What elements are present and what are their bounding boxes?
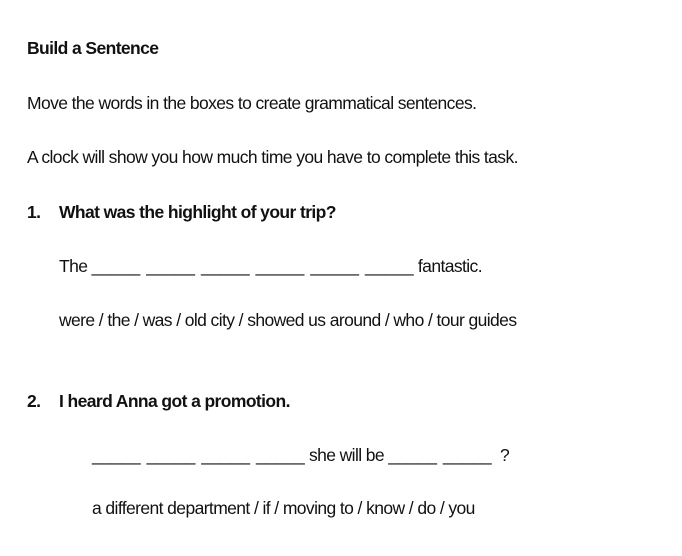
answer-blanks-group-2 [388,445,496,465]
answer-blank[interactable]: _____ [201,445,251,465]
answer-blank[interactable]: _____ [91,256,141,276]
question-2-sentence [92,444,509,466]
question-2-number: 2. [27,391,41,411]
question-2-heading [27,390,290,412]
sentence-middle-words: she will be [308,445,385,465]
sentence-end-word: fantastic. [417,256,482,276]
answer-blank[interactable]: _____ [310,256,359,276]
instruction-move-words: Move the words in the boxes to create grammatical sentences. [27,93,477,113]
question-2-word-bank: a different department / if / moving to / know / do / you [92,498,475,518]
answer-blanks-group-1 [92,445,309,465]
sentence-start-word: The [59,256,88,276]
answer-blanks [92,256,418,276]
answer-blank[interactable]: _____ [443,445,492,465]
answer-blank[interactable]: _____ [364,256,414,276]
answer-blank[interactable]: _____ [146,445,196,465]
answer-blank[interactable]: _____ [92,445,141,465]
answer-blank[interactable]: _____ [255,256,305,276]
question-1-prompt: What was the highlight of your trip? [59,202,336,222]
question-2-prompt: I heard Anna got a promotion. [59,391,290,411]
page-title: Build a Sentence [27,38,159,58]
answer-blank[interactable]: _____ [200,256,250,276]
question-1-word-bank: were / the / was / old city / showed us around / who / tour guides [59,310,517,330]
sentence-end-mark: ? [499,445,510,465]
question-1-heading [27,201,336,223]
instruction-timer: A clock will show you how much time you have to complete this task. [27,147,518,167]
question-1-number: 1. [27,202,41,222]
answer-blank[interactable]: _____ [146,256,195,276]
question-1-sentence [59,255,482,277]
answer-blank[interactable]: _____ [388,445,437,465]
answer-blank[interactable]: _____ [256,445,305,465]
